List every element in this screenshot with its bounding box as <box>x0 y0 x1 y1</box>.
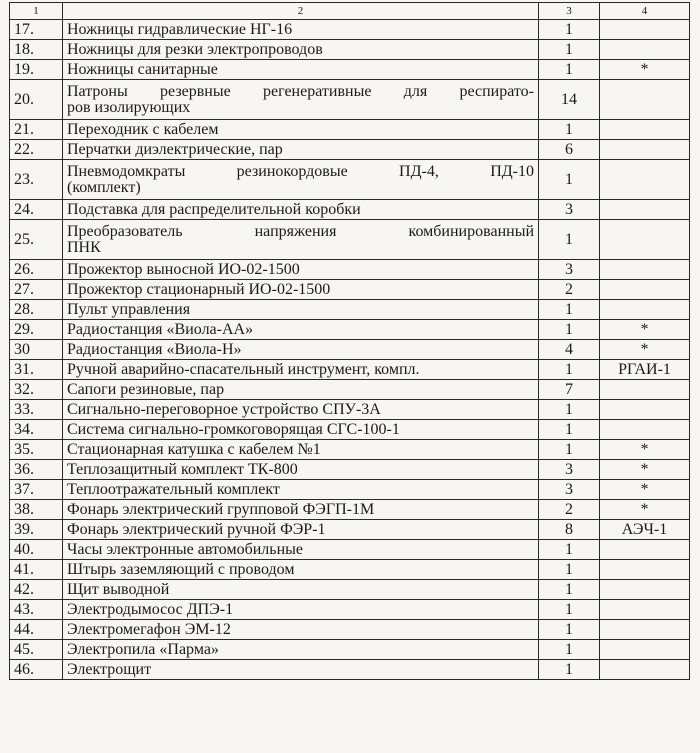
item-name-line: Теплозащитный комплект ТК-800 <box>67 460 298 478</box>
item-note <box>600 40 690 60</box>
item-quantity: 1 <box>539 640 600 660</box>
row-number: 40. <box>10 540 63 560</box>
row-number: 28. <box>10 300 63 320</box>
item-name-line: Сигнально-переговорное устройство СПУ-3А <box>67 400 381 418</box>
item-name <box>63 200 539 220</box>
item-name-line: Стационарная катушка с кабелем №1 <box>67 440 321 458</box>
item-note <box>600 140 690 160</box>
item-note <box>600 220 690 260</box>
table-row <box>10 280 690 300</box>
item-name-line: Фонарь электрический групповой ФЭГП-1М <box>67 500 375 518</box>
item-name-line: Пневмодомкраты резинокордовые ПД-4, ПД-10 <box>67 162 534 180</box>
item-name <box>63 220 539 260</box>
item-note <box>600 260 690 280</box>
item-note: * <box>600 440 690 460</box>
item-name <box>63 20 539 40</box>
item-note <box>600 280 690 300</box>
item-note <box>600 400 690 420</box>
row-number: 22. <box>10 140 63 160</box>
item-note: АЭЧ-1 <box>600 520 690 540</box>
item-name <box>63 620 539 640</box>
header-row <box>10 3 690 20</box>
item-name <box>63 580 539 600</box>
item-name-line: Сапоги резиновые, пар <box>67 380 225 398</box>
row-number: 42. <box>10 580 63 600</box>
row-number: 46. <box>10 660 63 680</box>
table-row <box>10 200 690 220</box>
item-note: РГАИ-1 <box>600 360 690 380</box>
item-note <box>600 620 690 640</box>
item-note <box>600 600 690 620</box>
item-name <box>63 360 539 380</box>
row-number: 41. <box>10 560 63 580</box>
table-row <box>10 360 690 380</box>
item-quantity: 1 <box>539 400 600 420</box>
table-row <box>10 140 690 160</box>
item-note: * <box>600 500 690 520</box>
row-number: 33. <box>10 400 63 420</box>
item-name-line: Патроны резервные регенеративные для респирато- <box>67 82 534 100</box>
item-name-line: Прожектор стационарный ИО-02-1500 <box>67 280 331 298</box>
item-name-line: Ножницы санитарные <box>67 60 218 78</box>
item-note: * <box>600 320 690 340</box>
item-note <box>600 380 690 400</box>
table-row <box>10 220 690 260</box>
row-number: 39. <box>10 520 63 540</box>
item-name <box>63 40 539 60</box>
table-row <box>10 520 690 540</box>
row-number: 38. <box>10 500 63 520</box>
item-name-line: Электромегафон ЭМ-12 <box>67 620 231 638</box>
row-number: 24. <box>10 200 63 220</box>
row-number: 30 <box>10 340 63 360</box>
item-quantity: 1 <box>539 40 600 60</box>
item-quantity: 4 <box>539 340 600 360</box>
row-number: 45. <box>10 640 63 660</box>
table-row <box>10 40 690 60</box>
row-number: 44. <box>10 620 63 640</box>
table-body <box>10 20 690 680</box>
item-name <box>63 280 539 300</box>
header-cell-quantity: 3 <box>539 3 600 20</box>
item-note: * <box>600 340 690 360</box>
item-name <box>63 520 539 540</box>
item-name <box>63 600 539 620</box>
table-row <box>10 300 690 320</box>
header-cell-name: 2 <box>63 3 539 20</box>
item-name-line: Фонарь электрический ручной ФЭР-1 <box>67 520 326 538</box>
item-name <box>63 420 539 440</box>
item-quantity: 1 <box>539 360 600 380</box>
item-quantity: 3 <box>539 480 600 500</box>
item-quantity: 1 <box>539 620 600 640</box>
item-name-line: Преобразователь напряжения комбинированный <box>67 222 534 240</box>
table-row <box>10 500 690 520</box>
item-name <box>63 400 539 420</box>
item-name-line: Подставка для распределительной коробки <box>67 200 361 218</box>
row-number: 19. <box>10 60 63 80</box>
row-number: 18. <box>10 40 63 60</box>
item-quantity: 7 <box>539 380 600 400</box>
table-row <box>10 80 690 120</box>
item-name-line: Теплоотражательный комплект <box>67 480 280 498</box>
row-number: 31. <box>10 360 63 380</box>
item-name-line: ров изолирующих <box>67 98 191 116</box>
table-row <box>10 120 690 140</box>
item-quantity: 1 <box>539 580 600 600</box>
item-name <box>63 460 539 480</box>
table-row <box>10 580 690 600</box>
table-row <box>10 160 690 200</box>
item-name <box>63 540 539 560</box>
item-name-line: Часы электронные автомобильные <box>67 540 303 558</box>
item-note: * <box>600 60 690 80</box>
row-number: 32. <box>10 380 63 400</box>
row-number: 26. <box>10 260 63 280</box>
row-number: 20. <box>10 80 63 120</box>
item-quantity: 1 <box>539 60 600 80</box>
table-row <box>10 340 690 360</box>
item-name <box>63 480 539 500</box>
item-name-line: Перчатки диэлектрические, пар <box>67 140 283 158</box>
item-note <box>600 660 690 680</box>
item-quantity: 1 <box>539 420 600 440</box>
table-row <box>10 600 690 620</box>
item-name <box>63 140 539 160</box>
table-row <box>10 420 690 440</box>
item-name-line: Ножницы для резки электропроводов <box>67 40 323 58</box>
table-row <box>10 540 690 560</box>
item-quantity: 14 <box>539 80 600 120</box>
item-name-line: Электропила «Парма» <box>67 640 219 658</box>
item-quantity: 1 <box>539 440 600 460</box>
header-cell-note: 4 <box>600 3 690 20</box>
item-note <box>600 160 690 200</box>
table-row <box>10 320 690 340</box>
item-name-line: Штырь заземляющий с проводом <box>67 560 295 578</box>
item-name <box>63 120 539 140</box>
item-quantity: 1 <box>539 320 600 340</box>
row-number: 21. <box>10 120 63 140</box>
item-note <box>600 640 690 660</box>
item-name <box>63 60 539 80</box>
row-number: 17. <box>10 20 63 40</box>
table-row <box>10 620 690 640</box>
item-name <box>63 340 539 360</box>
item-quantity: 3 <box>539 200 600 220</box>
item-name <box>63 260 539 280</box>
item-note <box>600 580 690 600</box>
item-quantity: 1 <box>539 220 600 260</box>
item-name-line: Радиостанция «Виола-Н» <box>67 340 242 358</box>
item-name <box>63 380 539 400</box>
item-name-line: Переходник с кабелем <box>67 120 219 138</box>
item-name <box>63 300 539 320</box>
table-row <box>10 660 690 680</box>
table-row <box>10 640 690 660</box>
item-quantity: 1 <box>539 540 600 560</box>
header-cell-number: 1 <box>10 3 63 20</box>
item-quantity: 1 <box>539 600 600 620</box>
item-name-line: Радиостанция «Виола-АА» <box>67 320 254 338</box>
item-name-line: Щит выводной <box>67 580 170 598</box>
equipment-table <box>9 2 690 680</box>
table-row <box>10 460 690 480</box>
row-number: 37. <box>10 480 63 500</box>
table-row <box>10 400 690 420</box>
table-row <box>10 20 690 40</box>
table-row <box>10 440 690 460</box>
item-name-line: Электродымосос ДПЭ-1 <box>67 600 234 618</box>
item-quantity: 1 <box>539 300 600 320</box>
item-note <box>600 540 690 560</box>
item-note <box>600 560 690 580</box>
row-number: 25. <box>10 220 63 260</box>
item-name-line: ПНК <box>67 238 101 256</box>
item-name-line: (комплект) <box>67 178 141 196</box>
item-name <box>63 500 539 520</box>
table-row <box>10 480 690 500</box>
item-note: * <box>600 480 690 500</box>
item-name-line: Прожектор выносной ИО-02-1500 <box>67 260 300 278</box>
item-quantity: 1 <box>539 660 600 680</box>
row-number: 29. <box>10 320 63 340</box>
item-quantity: 1 <box>539 120 600 140</box>
item-quantity: 3 <box>539 260 600 280</box>
item-name-line: Пульт управления <box>67 300 191 318</box>
row-number: 23. <box>10 160 63 200</box>
item-note <box>600 420 690 440</box>
item-name <box>63 560 539 580</box>
row-number: 34. <box>10 420 63 440</box>
item-note: * <box>600 460 690 480</box>
item-name <box>63 160 539 200</box>
item-quantity: 2 <box>539 280 600 300</box>
item-name <box>63 640 539 660</box>
item-name <box>63 660 539 680</box>
row-number: 43. <box>10 600 63 620</box>
item-note <box>600 120 690 140</box>
item-name-line: Ручной аварийно-спасательный инструмент, компл. <box>67 360 420 378</box>
table-row <box>10 260 690 280</box>
item-quantity: 2 <box>539 500 600 520</box>
item-note <box>600 200 690 220</box>
item-name <box>63 440 539 460</box>
row-number: 35. <box>10 440 63 460</box>
table-row <box>10 560 690 580</box>
item-name <box>63 80 539 120</box>
item-quantity: 8 <box>539 520 600 540</box>
row-number: 27. <box>10 280 63 300</box>
item-quantity: 3 <box>539 460 600 480</box>
item-quantity: 6 <box>539 140 600 160</box>
item-quantity: 1 <box>539 20 600 40</box>
item-quantity: 1 <box>539 560 600 580</box>
item-note <box>600 20 690 40</box>
item-note <box>600 300 690 320</box>
item-name-line: Ножницы гидравлические НГ-16 <box>67 20 293 38</box>
item-quantity: 1 <box>539 160 600 200</box>
table-row <box>10 380 690 400</box>
item-name <box>63 320 539 340</box>
item-note <box>600 80 690 120</box>
table-row <box>10 60 690 80</box>
item-name-line: Электрощит <box>67 660 152 678</box>
item-name-line: Система сигнально-громкоговорящая СГС-100-1 <box>67 420 400 438</box>
row-number: 36. <box>10 460 63 480</box>
